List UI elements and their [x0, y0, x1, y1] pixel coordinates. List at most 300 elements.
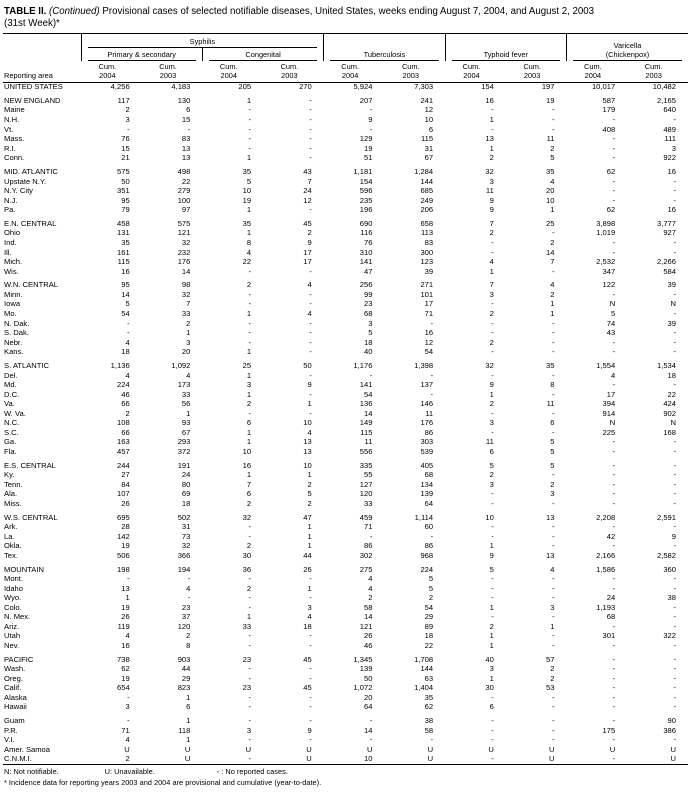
value-cell: 13	[121, 583, 130, 593]
value-cell: 6	[489, 446, 494, 456]
value-cell: 1	[489, 115, 494, 125]
value-cell: 16	[121, 266, 130, 276]
value-cell: -	[309, 124, 312, 134]
value-cell: 46	[363, 640, 373, 650]
value-cell: 35	[546, 360, 555, 370]
value-cell: 457	[117, 446, 130, 456]
value-cell: 351	[117, 186, 130, 196]
value-cell: 2	[550, 664, 555, 674]
value-cell: -	[612, 479, 616, 489]
value-cell: -	[551, 408, 555, 418]
value-cell: -	[309, 299, 312, 309]
reporting-area-cell: N.C.	[4, 418, 20, 428]
column-header: Cum. 2004	[81, 61, 142, 83]
value-cell: 4	[125, 631, 130, 641]
value-cell: -	[369, 370, 373, 380]
value-cell: 2	[125, 753, 130, 763]
value-cell: 39	[424, 266, 434, 276]
value-cell: -	[187, 593, 191, 603]
value-cell: 224	[420, 564, 434, 574]
value-cell: -	[491, 489, 494, 499]
value-cell: 3	[246, 725, 252, 735]
value-cell: 121	[359, 621, 373, 631]
value-cell: -	[248, 716, 252, 726]
value-cell: 10	[242, 446, 252, 456]
table-row	[3, 381, 688, 391]
value-cell: 100	[177, 195, 191, 205]
value-cell: 498	[177, 166, 191, 176]
value-cell: -	[612, 446, 616, 456]
value-cell: 139	[420, 489, 434, 499]
value-cell: 32	[485, 360, 494, 370]
value-cell: 1	[489, 673, 494, 683]
value-cell: 1	[246, 612, 252, 622]
value-cell: 2	[307, 498, 312, 508]
table-row	[3, 632, 688, 642]
table-row	[3, 713, 688, 727]
value-cell: 120	[177, 621, 191, 631]
value-cell: -	[309, 266, 312, 276]
value-cell: -	[551, 328, 555, 338]
value-cell: 232	[177, 247, 191, 257]
value-cell: -	[551, 716, 555, 726]
value-cell: 7	[246, 479, 252, 489]
value-cell: 224	[117, 380, 130, 390]
table-row	[3, 277, 688, 291]
value-cell: -	[551, 498, 555, 508]
value-cell: 67	[181, 427, 191, 437]
value-cell: 596	[359, 186, 373, 196]
value-cell: U	[488, 744, 494, 754]
value-cell: 584	[663, 266, 676, 276]
value-cell: 5	[307, 489, 312, 499]
value-cell: 47	[303, 512, 312, 522]
value-cell: 4	[550, 564, 555, 574]
value-cell: 3	[489, 289, 494, 299]
value-cell: 14	[181, 266, 191, 276]
value-cell: 37	[181, 612, 191, 622]
value-cell: 16	[667, 205, 676, 215]
table-row	[3, 125, 688, 135]
value-cell: 12	[303, 195, 312, 205]
value-cell: 1	[550, 205, 555, 215]
value-cell: 197	[541, 82, 555, 92]
value-cell: 1	[307, 583, 312, 593]
value-cell: -	[673, 673, 676, 683]
value-cell: 968	[420, 550, 434, 560]
value-cell: 11	[546, 399, 555, 409]
value-cell: -	[551, 124, 555, 134]
value-cell: -	[673, 186, 676, 196]
value-cell: 2	[246, 498, 252, 508]
value-cell: 154	[481, 82, 494, 92]
value-cell: 9	[307, 238, 312, 247]
value-cell: -	[673, 238, 676, 247]
value-cell: -	[612, 115, 616, 125]
value-cell: -	[612, 541, 616, 551]
value-cell: U	[609, 744, 616, 754]
value-cell: -	[673, 574, 676, 584]
value-cell: 4	[125, 370, 130, 380]
value-cell: 18	[303, 621, 312, 631]
value-cell: 16	[121, 640, 130, 650]
table-header	[3, 33, 688, 83]
value-cell: 30	[242, 550, 252, 560]
value-cell: U	[306, 753, 312, 763]
table-row	[3, 665, 688, 675]
value-cell: -	[309, 143, 312, 153]
value-cell: 17	[303, 247, 312, 257]
value-cell: 58	[363, 602, 373, 612]
value-cell: 163	[117, 437, 130, 447]
value-cell: 4	[489, 257, 494, 267]
value-cell: 1	[489, 389, 494, 399]
reporting-area-cell: Mass.	[4, 134, 25, 144]
reporting-area-cell: Nev.	[4, 640, 20, 650]
value-cell: -	[369, 735, 373, 745]
table-title-week: (31st Week)*	[4, 17, 60, 29]
reporting-area-cell: Idaho	[4, 583, 24, 593]
value-cell: 366	[177, 550, 191, 560]
value-cell: 10	[546, 195, 555, 205]
value-cell: 46	[121, 389, 130, 399]
table-row	[3, 684, 688, 694]
value-cell: 459	[359, 512, 373, 522]
value-cell: 2	[307, 228, 312, 238]
value-cell: 19	[121, 602, 130, 612]
table-row	[3, 584, 688, 594]
value-cell: 1	[550, 621, 555, 631]
value-cell: 32	[485, 166, 494, 176]
value-cell: 249	[420, 195, 434, 205]
value-cell: 1,114	[414, 512, 434, 522]
value-cell: 3	[125, 702, 130, 712]
reporting-area-cell: Hawaii	[4, 702, 27, 712]
value-cell: -	[491, 328, 494, 338]
value-cell: -	[673, 522, 676, 532]
value-cell: -	[491, 725, 494, 735]
table-row	[3, 206, 688, 216]
value-cell: 25	[242, 360, 252, 370]
value-cell: 64	[424, 498, 434, 508]
value-cell: 71	[363, 522, 373, 532]
value-cell: 2	[186, 631, 191, 641]
value-cell: -	[673, 289, 676, 299]
value-cell: 2	[125, 408, 130, 418]
value-cell: 30	[485, 683, 494, 693]
table-title-text: Provisional cases of selected notifiable diseases, United States, weeks ending August 7, 2004, and August 2, 2003	[102, 6, 595, 17]
value-cell: 1,176	[353, 360, 373, 370]
reporting-area-cell: Ga.	[4, 437, 17, 447]
reporting-area-cell: Del.	[4, 370, 18, 380]
value-cell: 1	[246, 389, 252, 399]
value-cell: 11	[485, 437, 494, 447]
syphilis-label: Syphilis	[88, 37, 318, 49]
value-cell: 51	[363, 153, 373, 163]
value-cell: 1	[246, 427, 252, 437]
value-cell: 4	[550, 280, 555, 290]
value-cell: 19	[546, 95, 555, 105]
table-row	[3, 594, 688, 604]
value-cell: 2,266	[656, 257, 676, 267]
value-cell: 654	[117, 683, 130, 693]
value-cell: U	[124, 744, 130, 754]
value-cell: 4	[550, 176, 555, 186]
value-cell: 8	[550, 380, 555, 390]
value-cell: 74	[606, 318, 616, 328]
value-cell: 4	[125, 337, 130, 347]
reporting-area-cell: Nebr.	[4, 337, 23, 347]
value-cell: U	[184, 744, 191, 754]
value-cell: 9	[307, 380, 312, 390]
value-cell: -	[127, 574, 130, 584]
reporting-area-cell: Mo.	[4, 309, 17, 319]
value-cell: 2	[246, 583, 252, 593]
value-cell: 54	[363, 389, 373, 399]
value-cell: 24	[606, 593, 616, 603]
value-cell: 690	[359, 218, 373, 228]
value-cell: -	[673, 460, 676, 470]
value-cell: 575	[177, 218, 191, 228]
value-cell: U	[549, 744, 555, 754]
reporting-area-cell: S.C.	[4, 427, 19, 437]
value-cell: -	[673, 602, 676, 612]
value-cell: 640	[663, 105, 676, 115]
value-cell: 1	[246, 95, 252, 105]
value-cell: 1	[246, 437, 252, 447]
value-cell: 26	[121, 612, 130, 622]
value-cell: 1,586	[596, 564, 616, 574]
value-cell: -	[309, 574, 312, 584]
reporting-area-cell: N.Y. City	[4, 186, 33, 196]
value-cell: 1,398	[414, 360, 434, 370]
value-cell: -	[612, 574, 616, 584]
value-cell: 97	[181, 205, 191, 215]
table-row	[3, 575, 688, 585]
value-cell: -	[551, 337, 555, 347]
notifiable-diseases-table	[3, 33, 688, 765]
value-cell: 80	[181, 479, 191, 489]
value-cell: 8	[186, 640, 191, 650]
value-cell: 10	[424, 115, 434, 125]
primary-secondary-label: Primary & secondary	[88, 50, 196, 62]
value-cell: 270	[299, 82, 312, 92]
value-cell: -	[551, 640, 555, 650]
value-cell: -	[309, 153, 312, 163]
value-cell: 235	[359, 195, 373, 205]
value-cell: 279	[177, 186, 191, 196]
value-cell: -	[309, 702, 312, 712]
reporting-area-cell: W.N. CENTRAL	[4, 280, 59, 290]
value-cell: 68	[606, 612, 616, 622]
value-cell: 5	[550, 153, 555, 163]
value-cell: -	[369, 105, 373, 115]
table-row	[3, 310, 688, 320]
reporting-area-cell: Alaska	[4, 692, 27, 702]
value-cell: -	[612, 347, 616, 357]
value-cell: -	[309, 735, 312, 745]
value-cell: 123	[420, 257, 434, 267]
value-cell: 33	[181, 309, 191, 319]
value-cell: 2,165	[656, 95, 676, 105]
value-cell: 32	[181, 541, 191, 551]
reporting-area-label: Reporting area	[4, 70, 53, 80]
value-cell: 198	[117, 564, 130, 574]
value-cell: 2,591	[656, 512, 676, 522]
value-cell: N	[670, 418, 676, 428]
value-cell: U	[184, 753, 191, 763]
value-cell: -	[187, 124, 191, 134]
value-cell: 2	[489, 337, 494, 347]
reporting-area-cell: S. Dak.	[4, 328, 29, 338]
value-cell: 927	[663, 228, 676, 238]
value-cell: -	[673, 437, 676, 447]
reporting-area-cell: Fla.	[4, 446, 17, 456]
value-cell: -	[673, 176, 676, 186]
reporting-area-cell: PACIFIC	[4, 654, 34, 664]
reporting-area-cell: Wis.	[4, 266, 19, 276]
reporting-area-cell: Mont.	[4, 574, 23, 584]
value-cell: 13	[546, 512, 555, 522]
table-row	[3, 239, 688, 249]
value-cell: 1,019	[596, 228, 616, 238]
value-cell: -	[551, 593, 555, 603]
value-cell: 658	[420, 218, 434, 228]
value-cell: -	[309, 95, 312, 105]
value-cell: -	[673, 489, 676, 499]
value-cell: 4	[307, 612, 312, 622]
reporting-area-cell: Tenn.	[4, 479, 23, 489]
value-cell: 18	[667, 370, 676, 380]
reporting-area-cell: N.H.	[4, 115, 20, 125]
value-cell: U	[427, 744, 434, 754]
value-cell: 3	[368, 318, 373, 328]
value-cell: -	[612, 289, 616, 299]
reporting-area-cell: Colo.	[4, 602, 22, 612]
tuberculosis-label: Tuberculosis	[330, 50, 438, 62]
value-cell: -	[309, 389, 312, 399]
value-cell: 10,482	[652, 82, 676, 92]
value-cell: 89	[424, 621, 434, 631]
value-cell: 5	[428, 583, 434, 593]
value-cell: -	[551, 531, 555, 541]
value-cell: N	[609, 299, 616, 309]
value-cell: 1	[186, 716, 191, 726]
reporting-area-cell: Oreg.	[4, 673, 23, 683]
value-cell: 122	[602, 280, 616, 290]
value-cell: 539	[420, 446, 434, 456]
value-cell: 3	[186, 337, 191, 347]
value-cell: 3	[489, 176, 494, 186]
value-cell: 1	[125, 593, 130, 603]
value-cell: 83	[424, 238, 434, 247]
table-row	[3, 116, 688, 126]
value-cell: 3	[550, 489, 555, 499]
value-cell: -	[673, 654, 676, 664]
value-cell: -	[612, 238, 616, 247]
table-row	[3, 542, 688, 552]
footnote-unavailable: U: Unavailable.	[104, 767, 155, 777]
value-cell: 58	[424, 725, 434, 735]
value-cell: 1,554	[596, 360, 616, 370]
value-cell: 16	[485, 95, 494, 105]
value-cell: 10	[363, 753, 373, 763]
value-cell: 2	[489, 228, 494, 238]
reporting-area-cell: Ark.	[4, 522, 18, 532]
value-cell: 2	[489, 399, 494, 409]
value-cell: -	[612, 143, 616, 153]
reporting-area-cell: Maine	[4, 105, 25, 115]
column-header: Cum. 2004	[445, 61, 506, 83]
value-cell: -	[551, 692, 555, 702]
value-cell: 24	[303, 186, 312, 196]
value-cell: 54	[121, 309, 130, 319]
table-title	[4, 6, 688, 30]
value-cell: 144	[420, 664, 434, 674]
value-cell: 35	[546, 166, 555, 176]
value-cell: 1,284	[414, 166, 434, 176]
table-row	[3, 83, 688, 93]
value-cell: 22	[667, 389, 676, 399]
value-cell: -	[248, 531, 252, 541]
table-row	[3, 726, 688, 736]
value-cell: -	[309, 134, 312, 144]
value-cell: 196	[359, 205, 373, 215]
value-cell: 3	[125, 115, 130, 125]
reporting-area-cell: C.N.M.I.	[4, 753, 32, 763]
value-cell: 1	[307, 541, 312, 551]
value-cell: 11	[485, 186, 494, 196]
value-cell: 335	[359, 460, 373, 470]
value-cell: 19	[363, 143, 373, 153]
value-cell: -	[673, 702, 676, 712]
value-cell: 4	[307, 309, 312, 319]
value-cell: -	[551, 631, 555, 641]
value-cell: 1	[246, 470, 252, 480]
value-cell: 3	[671, 143, 676, 153]
typhoid-group-header	[445, 33, 566, 61]
value-cell: -	[612, 470, 616, 480]
value-cell: 31	[181, 522, 191, 532]
value-cell: 176	[420, 418, 434, 428]
value-cell: 57	[546, 654, 555, 664]
value-cell: 13	[181, 153, 191, 163]
value-cell: -	[612, 195, 616, 205]
congenital-header	[202, 48, 323, 61]
table-row	[3, 248, 688, 258]
value-cell: 154	[359, 176, 373, 186]
table-row	[3, 674, 688, 684]
value-cell: -	[491, 318, 494, 328]
value-cell: 1	[186, 735, 191, 745]
reporting-area-cell: Miss.	[4, 498, 22, 508]
value-cell: -	[309, 408, 312, 418]
value-cell: -	[248, 328, 252, 338]
value-cell: 6	[246, 489, 252, 499]
value-cell: 4	[125, 735, 130, 745]
value-cell: -	[309, 347, 312, 357]
value-cell: -	[491, 593, 494, 603]
value-cell: 1	[489, 631, 494, 641]
syphilis-group-header	[81, 33, 324, 48]
value-cell: 69	[181, 489, 191, 499]
value-cell: 3,898	[596, 218, 616, 228]
value-cell: 914	[602, 408, 616, 418]
value-cell: -	[673, 470, 676, 480]
table-row	[3, 267, 688, 277]
value-cell: 20	[181, 347, 191, 357]
value-cell: 1	[307, 399, 312, 409]
